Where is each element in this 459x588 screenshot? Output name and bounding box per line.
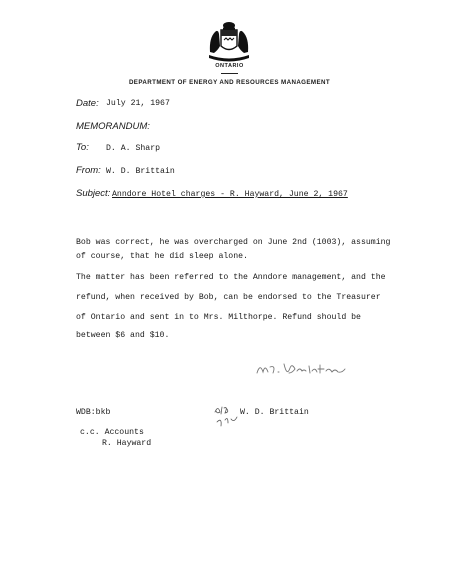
from-label: From: [76,165,101,176]
body-line: Bob was correct, he was overcharged on June 2nd (1003), assuming [76,238,391,247]
body-line: The matter has been referred to the Anndore management, and the [76,273,386,282]
body-line: of Ontario and sent in to Mrs. Milthorpe. Refund should be [76,313,361,322]
subject-label: Subject: [76,188,111,199]
ontario-coat-of-arms-icon [206,20,252,64]
handwritten-initials [212,402,242,432]
cc-line: c.c. Accounts [80,428,144,437]
department-name: DEPARTMENT OF ENERGY AND RESOURCES MANAGEMENT [128,79,331,86]
from-value: W. D. Brittain [106,167,175,176]
body-line: between $6 and $10. [76,331,170,340]
memorandum-label: MEMORANDUM: [76,121,150,132]
cc-line: R. Hayward [102,439,152,448]
date-label: Date: [76,98,99,109]
date-value: July 21, 1967 [106,99,170,108]
to-label: To: [76,142,89,153]
typed-signature-name: W. D. Brittain [240,408,309,417]
body-line: of course, that he did sleep alone. [76,252,248,261]
to-value: D. A. Sharp [106,144,161,153]
subject-value: Anndore Hotel charges - R. Hayward, June 2, 1967 [112,190,348,199]
handwritten-signature [254,355,348,383]
body-line: refund, when received by Bob, can be endorsed to the Treasurer [76,293,381,302]
province-name: ONTARIO [215,63,244,69]
reference-initials: WDB:bkb [76,408,111,417]
header-divider [221,73,238,74]
